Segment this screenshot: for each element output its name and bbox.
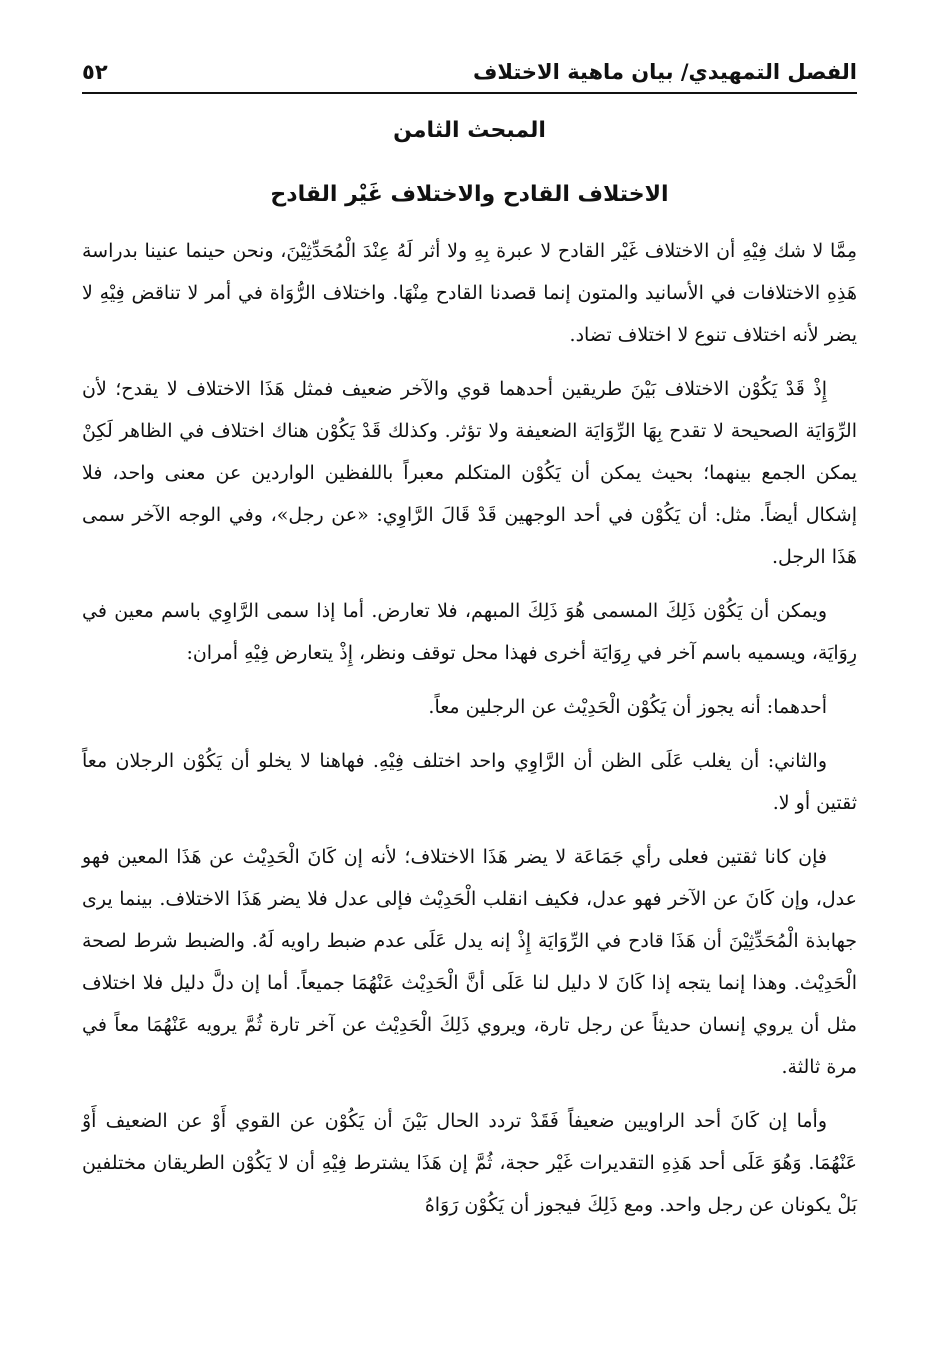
paragraph-2: إِذْ قَدْ يَكُوْن الاختلاف بَيْنَ طريقين أحدهما قوي والآخر ضعيف فمثل هَذَا الاختلاف لا يقدح؛ لأن الرِّوَايَة الصحيحة لا تقدح بِهَا الرِّوَايَة الضعيفة ولا تؤثر. وكذلك قَدْ يَكُوْن هناك اختلاف في الظاهر لَكِنْ يمكن الجمع بينهما؛ بحيث يمكن أن يَكُوْن المتكلم معبراً باللفظين الواردين عن معنى واحد، فلا إشكال أيضاً. مثل: أن يَكُوْن في أحد الوجهين قَدْ قَالَ الرَّاوِي: «عن رجل»، وفي الوجه الآخر سمى هَذَا الرجل. bbox=[82, 378, 857, 568]
page-number: ٥٢ bbox=[82, 60, 108, 84]
paragraph-3: ويمكن أن يَكُوْن ذَلِكَ المسمى هُوَ ذَلِكَ المبهم، فلا تعارض. أما إذا سمى الرَّاوِي باسم معين في رِوَايَة، ويسميه باسم آخر في رِوَايَة أخرى فهذا محل توقف ونظر، إِذْ يتعارض فِيْهِ أمران: bbox=[82, 600, 857, 664]
paragraph-4: أحدهما: أنه يجوز أن يَكُوْن الْحَدِيْث عن الرجلين معاً. bbox=[428, 696, 827, 718]
body-text bbox=[82, 230, 857, 1238]
page-header bbox=[82, 56, 857, 94]
paragraph-1: مِمَّا لا شك فِيْهِ أن الاختلاف غَيْر القادح لا عبرة بِهِ ولا أثر لَهُ عِنْدَ الْمُحَدِّثِيْنَ، ونحن حينما عنينا بدراسة هَذِهِ الاختلافات في الأسانيد والمتون إنما قصدنا القادح مِنْهَا. واختلاف الرُّوَاة في أمر لا تناقض فِيْهِ لا يضر لأنه اختلاف تنوع لا اختلاف تضاد. bbox=[82, 240, 857, 346]
subsection-title: الاختلاف القادح والاختلاف غَيْر القادح bbox=[270, 182, 669, 207]
paragraph-5: والثاني: أن يغلب عَلَى الظن أن الرَّاوِي واحد اختلف فِيْهِ. فهاهنا لا يخلو أن يَكُوْن الرجلان معاً ثقتين أو لا. bbox=[82, 750, 857, 814]
section-title: المبحث الثامن bbox=[393, 118, 546, 143]
paragraph-6: فإن كانا ثقتين فعلى رأي جَمَاعَة لا يضر هَذَا الاختلاف؛ لأنه إن كَانَ الْحَدِيْث عن هَذَا المعين فهو عدل، وإن كَانَ عن الآخر فهو عدل، فكيف انقلب الْحَدِيْث فإلى عدل فلا يضر هَذَا الاختلاف. بينما يرى جهابذة الْمُحَدِّثِيْنَ أن هَذَا قادح في الرِّوَايَة إِذْ إنه يدل عَلَى عدم ضبط راويه لَهُ. والضبط شرط لصحة الْحَدِيْث. وهذا إنما يتجه إذا كَانَ لا دليل لنا عَلَى أنَّ الْحَدِيْث عَنْهُمَا جميعاً. أما إن دلَّ دليل فلا اختلاف مثل أن يروي إنسان حديثاً عن رجل تارة، ويروي ذَلِكَ الْحَدِيْث عن آخر تارة ثُمَّ يرويه عَنْهُمَا معاً في مرة ثالثة. bbox=[82, 846, 857, 1078]
paragraph-7: وأما إن كَانَ أحد الراويين ضعيفاً فَقَدْ تردد الحال بَيْنَ أن يَكُوْن عن القوي أَوْ عن الضعيف أَوْ عَنْهُمَا. وَهُوَ عَلَى أحد هَذِهِ التقديرات غَيْر حجة، ثُمَّ إن هَذَا يشترط فِيْهِ أن لا يَكُوْن الطريقان مختلفين بَلْ يكونان عن رجل واحد. ومع ذَلِكَ فيجوز أن يَكُوْن رَوَاهُ bbox=[82, 1110, 857, 1216]
running-title: الفصل التمهيدي/ بيان ماهية الاختلاف bbox=[473, 60, 857, 84]
